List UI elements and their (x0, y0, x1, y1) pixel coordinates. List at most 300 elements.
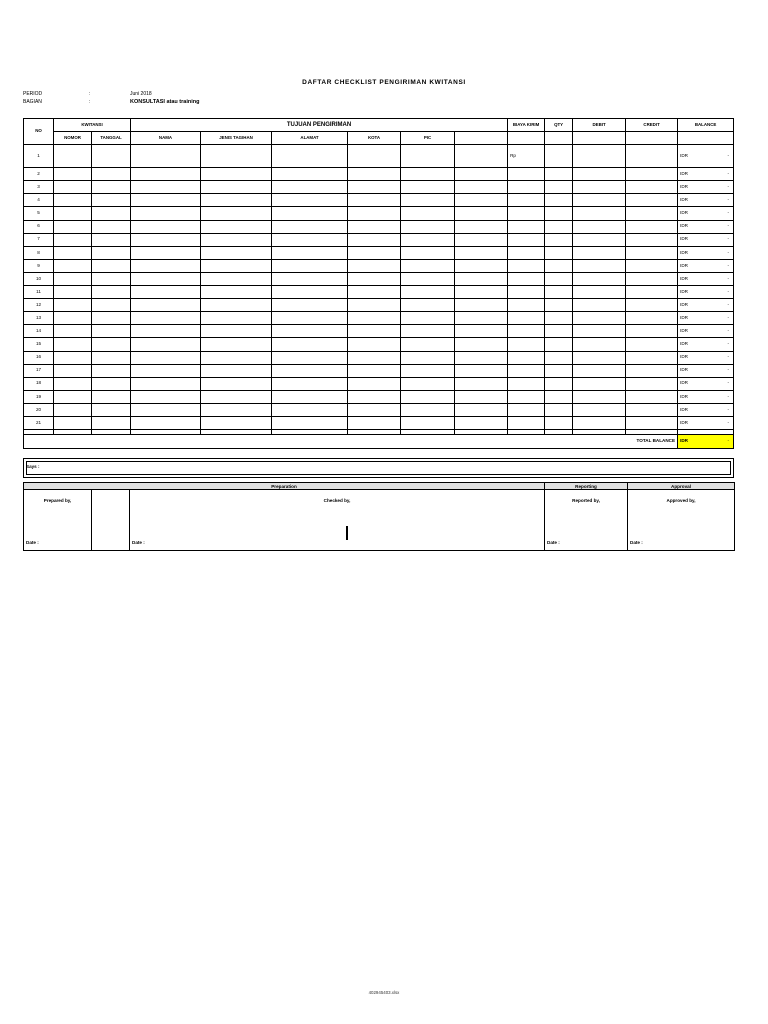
table-cell[interactable] (272, 403, 348, 416)
balance-cell[interactable] (678, 272, 734, 285)
biaya-kirim-cell[interactable] (508, 403, 545, 416)
table-cell[interactable] (626, 220, 678, 233)
table-cell[interactable] (455, 194, 508, 207)
table-cell[interactable] (131, 259, 201, 272)
table-cell[interactable] (401, 145, 455, 168)
row-no-cell[interactable]: 18 (24, 377, 54, 390)
row-no-cell[interactable]: 20 (24, 403, 54, 416)
biaya-kirim-cell[interactable] (508, 259, 545, 272)
table-cell[interactable] (401, 207, 455, 220)
table-cell[interactable] (272, 286, 348, 299)
table-cell[interactable] (131, 286, 201, 299)
table-cell[interactable] (272, 233, 348, 246)
balance-cell[interactable] (678, 390, 734, 403)
biaya-kirim-cell[interactable] (508, 351, 545, 364)
table-cell[interactable] (201, 181, 272, 194)
row-no-cell[interactable]: 19 (24, 390, 54, 403)
table-cell[interactable] (272, 351, 348, 364)
table-cell[interactable] (131, 145, 201, 168)
table-cell[interactable] (54, 338, 92, 351)
table-cell[interactable] (401, 233, 455, 246)
table-cell[interactable] (401, 246, 455, 259)
table-cell[interactable] (272, 312, 348, 325)
table-cell[interactable] (401, 416, 455, 429)
table-cell[interactable] (131, 194, 201, 207)
table-cell[interactable] (92, 233, 131, 246)
table-cell[interactable] (626, 325, 678, 338)
table-cell[interactable] (92, 207, 131, 220)
table-cell[interactable] (92, 272, 131, 285)
table-cell[interactable] (573, 233, 626, 246)
table-cell[interactable] (348, 246, 401, 259)
table-cell[interactable] (573, 246, 626, 259)
table-cell[interactable] (272, 377, 348, 390)
table-cell[interactable] (401, 220, 455, 233)
table-cell[interactable] (455, 233, 508, 246)
balance-cell[interactable] (678, 351, 734, 364)
table-cell[interactable] (92, 246, 131, 259)
table-cell[interactable] (455, 299, 508, 312)
table-cell[interactable] (573, 390, 626, 403)
table-cell[interactable] (92, 181, 131, 194)
table-cell[interactable] (455, 351, 508, 364)
table-cell[interactable] (92, 259, 131, 272)
table-cell[interactable] (201, 194, 272, 207)
table-cell[interactable] (545, 312, 573, 325)
table-cell[interactable] (92, 312, 131, 325)
table-cell[interactable] (348, 364, 401, 377)
table-cell[interactable] (348, 233, 401, 246)
table-cell[interactable] (573, 416, 626, 429)
row-no-cell[interactable]: 2 (24, 168, 54, 181)
table-cell[interactable] (131, 246, 201, 259)
table-cell[interactable] (272, 364, 348, 377)
table-cell[interactable] (626, 272, 678, 285)
balance-cell[interactable] (678, 312, 734, 325)
prepared-extra-cell[interactable] (92, 490, 130, 551)
table-cell[interactable] (348, 145, 401, 168)
table-cell[interactable] (92, 403, 131, 416)
table-cell[interactable] (54, 325, 92, 338)
table-cell[interactable] (54, 403, 92, 416)
biaya-kirim-cell[interactable] (508, 246, 545, 259)
table-cell[interactable] (131, 416, 201, 429)
table-cell[interactable] (545, 299, 573, 312)
table-cell[interactable] (92, 390, 131, 403)
table-cell[interactable] (545, 351, 573, 364)
table-cell[interactable] (545, 145, 573, 168)
row-no-cell[interactable]: 15 (24, 338, 54, 351)
table-cell[interactable] (455, 181, 508, 194)
table-cell[interactable] (401, 299, 455, 312)
table-cell[interactable] (92, 145, 131, 168)
table-cell[interactable] (401, 338, 455, 351)
table-cell[interactable] (54, 377, 92, 390)
table-cell[interactable] (401, 312, 455, 325)
table-cell[interactable] (272, 220, 348, 233)
table-cell[interactable] (272, 181, 348, 194)
table-cell[interactable] (272, 338, 348, 351)
biaya-kirim-cell[interactable] (508, 299, 545, 312)
table-cell[interactable] (92, 325, 131, 338)
table-cell[interactable] (131, 364, 201, 377)
table-cell[interactable] (401, 286, 455, 299)
table-cell[interactable] (401, 390, 455, 403)
table-cell[interactable] (54, 272, 92, 285)
table-cell[interactable] (573, 312, 626, 325)
table-cell[interactable] (201, 416, 272, 429)
table-cell[interactable] (545, 168, 573, 181)
table-cell[interactable] (626, 351, 678, 364)
row-no-cell[interactable]: 8 (24, 246, 54, 259)
table-cell[interactable] (201, 312, 272, 325)
table-cell[interactable] (455, 377, 508, 390)
table-cell[interactable] (545, 259, 573, 272)
table-cell[interactable] (131, 207, 201, 220)
table-cell[interactable] (455, 416, 508, 429)
table-cell[interactable] (626, 286, 678, 299)
table-cell[interactable] (54, 168, 92, 181)
total-balance-cell[interactable] (678, 435, 734, 449)
biaya-kirim-cell[interactable] (508, 416, 545, 429)
table-cell[interactable] (573, 351, 626, 364)
table-cell[interactable] (201, 233, 272, 246)
biaya-kirim-cell[interactable] (508, 168, 545, 181)
table-cell[interactable] (201, 364, 272, 377)
balance-cell[interactable] (678, 168, 734, 181)
table-cell[interactable] (626, 194, 678, 207)
row-no-cell[interactable]: 16 (24, 351, 54, 364)
balance-cell[interactable] (678, 416, 734, 429)
table-cell[interactable] (455, 272, 508, 285)
balance-cell[interactable] (678, 299, 734, 312)
table-cell[interactable] (54, 390, 92, 403)
table-cell[interactable] (348, 272, 401, 285)
row-no-cell[interactable]: 4 (24, 194, 54, 207)
table-cell[interactable] (455, 246, 508, 259)
table-cell[interactable] (545, 403, 573, 416)
table-cell[interactable] (348, 338, 401, 351)
balance-cell[interactable] (678, 220, 734, 233)
table-cell[interactable] (201, 145, 272, 168)
balance-cell[interactable] (678, 207, 734, 220)
balance-cell[interactable] (678, 325, 734, 338)
table-cell[interactable] (131, 390, 201, 403)
table-cell[interactable] (272, 207, 348, 220)
period-value[interactable]: Juni 2018 (130, 91, 152, 97)
balance-cell[interactable] (678, 233, 734, 246)
table-cell[interactable] (201, 286, 272, 299)
row-no-cell[interactable]: 3 (24, 181, 54, 194)
table-cell[interactable] (545, 390, 573, 403)
table-cell[interactable] (272, 259, 348, 272)
table-cell[interactable] (573, 338, 626, 351)
table-cell[interactable] (626, 207, 678, 220)
table-cell[interactable] (455, 207, 508, 220)
table-cell[interactable] (54, 207, 92, 220)
table-cell[interactable] (545, 272, 573, 285)
table-cell[interactable] (573, 272, 626, 285)
table-cell[interactable] (201, 390, 272, 403)
table-cell[interactable] (201, 168, 272, 181)
table-cell[interactable] (545, 246, 573, 259)
table-cell[interactable] (401, 181, 455, 194)
table-cell[interactable] (201, 351, 272, 364)
table-cell[interactable] (201, 207, 272, 220)
table-cell[interactable] (92, 286, 131, 299)
table-cell[interactable] (455, 168, 508, 181)
biaya-kirim-cell[interactable] (508, 325, 545, 338)
table-cell[interactable] (455, 286, 508, 299)
table-cell[interactable] (348, 416, 401, 429)
table-cell[interactable] (54, 259, 92, 272)
table-cell[interactable] (92, 299, 131, 312)
table-cell[interactable] (92, 220, 131, 233)
biaya-kirim-cell[interactable] (508, 194, 545, 207)
biaya-kirim-cell[interactable] (508, 272, 545, 285)
table-cell[interactable] (573, 181, 626, 194)
row-no-cell[interactable]: 6 (24, 220, 54, 233)
table-cell[interactable] (201, 338, 272, 351)
balance-cell[interactable] (678, 145, 734, 168)
checked-by-cell[interactable] (130, 490, 545, 551)
table-cell[interactable] (401, 403, 455, 416)
table-cell[interactable] (455, 325, 508, 338)
table-cell[interactable] (272, 168, 348, 181)
table-cell[interactable] (455, 364, 508, 377)
table-cell[interactable] (272, 194, 348, 207)
row-no-cell[interactable]: 11 (24, 286, 54, 299)
biaya-kirim-cell[interactable] (508, 207, 545, 220)
table-cell[interactable] (131, 338, 201, 351)
table-cell[interactable] (545, 194, 573, 207)
table-cell[interactable] (272, 325, 348, 338)
table-cell[interactable] (272, 299, 348, 312)
table-cell[interactable] (201, 325, 272, 338)
table-cell[interactable] (545, 416, 573, 429)
table-cell[interactable] (131, 168, 201, 181)
table-cell[interactable] (401, 259, 455, 272)
table-cell[interactable] (545, 233, 573, 246)
table-cell[interactable] (92, 364, 131, 377)
table-cell[interactable] (54, 145, 92, 168)
table-cell[interactable] (131, 220, 201, 233)
table-cell[interactable] (348, 312, 401, 325)
biaya-kirim-cell[interactable] (508, 390, 545, 403)
table-cell[interactable] (54, 351, 92, 364)
biaya-kirim-cell[interactable] (508, 181, 545, 194)
table-cell[interactable] (272, 390, 348, 403)
table-cell[interactable] (201, 377, 272, 390)
table-cell[interactable] (626, 233, 678, 246)
balance-cell[interactable] (678, 181, 734, 194)
table-cell[interactable] (201, 259, 272, 272)
table-cell[interactable] (573, 168, 626, 181)
row-no-cell[interactable]: 13 (24, 312, 54, 325)
table-cell[interactable] (131, 312, 201, 325)
balance-cell[interactable] (678, 364, 734, 377)
table-cell[interactable] (348, 207, 401, 220)
table-cell[interactable] (272, 416, 348, 429)
table-cell[interactable] (626, 246, 678, 259)
reported-by-cell[interactable] (545, 490, 628, 551)
balance-cell[interactable] (678, 403, 734, 416)
table-cell[interactable] (54, 233, 92, 246)
table-cell[interactable] (272, 246, 348, 259)
table-cell[interactable] (455, 312, 508, 325)
table-cell[interactable] (131, 403, 201, 416)
bagian-value[interactable]: KONSULTASI atau training (130, 99, 200, 105)
table-cell[interactable] (201, 220, 272, 233)
table-cell[interactable] (131, 351, 201, 364)
table-cell[interactable] (54, 181, 92, 194)
table-cell[interactable] (401, 168, 455, 181)
table-cell[interactable] (92, 338, 131, 351)
table-cell[interactable] (573, 259, 626, 272)
table-cell[interactable] (348, 403, 401, 416)
prepared-by-cell[interactable] (24, 490, 92, 551)
table-cell[interactable] (54, 299, 92, 312)
says-box[interactable] (23, 458, 734, 478)
table-cell[interactable] (573, 220, 626, 233)
table-cell[interactable] (545, 286, 573, 299)
table-cell[interactable] (131, 272, 201, 285)
table-cell[interactable] (626, 364, 678, 377)
table-cell[interactable] (573, 299, 626, 312)
row-no-cell[interactable]: 1 (24, 145, 54, 168)
table-cell[interactable] (626, 338, 678, 351)
biaya-kirim-cell[interactable] (508, 377, 545, 390)
table-cell[interactable] (455, 145, 508, 168)
table-cell[interactable] (573, 377, 626, 390)
table-cell[interactable] (545, 338, 573, 351)
table-cell[interactable] (626, 403, 678, 416)
table-cell[interactable] (573, 194, 626, 207)
table-cell[interactable] (131, 377, 201, 390)
table-cell[interactable] (626, 299, 678, 312)
balance-cell[interactable] (678, 286, 734, 299)
table-cell[interactable] (131, 181, 201, 194)
table-cell[interactable] (272, 272, 348, 285)
table-cell[interactable] (348, 194, 401, 207)
table-cell[interactable] (131, 325, 201, 338)
balance-cell[interactable] (678, 377, 734, 390)
table-cell[interactable] (545, 220, 573, 233)
row-no-cell[interactable]: 5 (24, 207, 54, 220)
biaya-kirim-cell[interactable] (508, 286, 545, 299)
table-cell[interactable] (573, 364, 626, 377)
table-cell[interactable] (348, 181, 401, 194)
table-cell[interactable] (545, 207, 573, 220)
table-cell[interactable] (201, 246, 272, 259)
balance-cell[interactable] (678, 246, 734, 259)
table-cell[interactable] (348, 325, 401, 338)
balance-cell[interactable] (678, 259, 734, 272)
table-cell[interactable] (573, 325, 626, 338)
row-no-cell[interactable]: 7 (24, 233, 54, 246)
table-cell[interactable] (201, 299, 272, 312)
table-cell[interactable] (626, 312, 678, 325)
row-no-cell[interactable]: 10 (24, 272, 54, 285)
table-cell[interactable] (54, 364, 92, 377)
row-no-cell[interactable]: 21 (24, 416, 54, 429)
table-cell[interactable] (54, 312, 92, 325)
biaya-kirim-cell[interactable]: Rp (508, 145, 545, 168)
table-cell[interactable] (131, 233, 201, 246)
table-cell[interactable] (545, 364, 573, 377)
table-cell[interactable] (92, 168, 131, 181)
table-cell[interactable] (348, 259, 401, 272)
table-cell[interactable] (626, 390, 678, 403)
table-cell[interactable] (545, 377, 573, 390)
table-cell[interactable] (626, 181, 678, 194)
biaya-kirim-cell[interactable] (508, 364, 545, 377)
table-cell[interactable] (626, 259, 678, 272)
biaya-kirim-cell[interactable] (508, 312, 545, 325)
table-cell[interactable] (455, 390, 508, 403)
table-cell[interactable] (401, 377, 455, 390)
table-cell[interactable] (401, 351, 455, 364)
table-cell[interactable] (348, 351, 401, 364)
table-cell[interactable] (272, 145, 348, 168)
row-no-cell[interactable]: 9 (24, 259, 54, 272)
table-cell[interactable] (455, 338, 508, 351)
table-cell[interactable] (545, 325, 573, 338)
table-cell[interactable] (54, 246, 92, 259)
biaya-kirim-cell[interactable] (508, 233, 545, 246)
table-cell[interactable] (455, 259, 508, 272)
row-no-cell[interactable]: 12 (24, 299, 54, 312)
table-cell[interactable] (573, 207, 626, 220)
table-cell[interactable] (201, 403, 272, 416)
row-no-cell[interactable]: 14 (24, 325, 54, 338)
balance-cell[interactable] (678, 194, 734, 207)
table-cell[interactable] (131, 299, 201, 312)
table-cell[interactable] (626, 168, 678, 181)
table-cell[interactable] (401, 364, 455, 377)
table-cell[interactable] (348, 286, 401, 299)
table-cell[interactable] (545, 181, 573, 194)
table-cell[interactable] (92, 416, 131, 429)
approved-by-cell[interactable] (628, 490, 735, 551)
table-cell[interactable] (92, 377, 131, 390)
table-cell[interactable] (455, 403, 508, 416)
table-cell[interactable] (573, 403, 626, 416)
balance-cell[interactable] (678, 338, 734, 351)
table-cell[interactable] (348, 220, 401, 233)
table-cell[interactable] (54, 220, 92, 233)
biaya-kirim-cell[interactable] (508, 220, 545, 233)
table-cell[interactable] (401, 194, 455, 207)
table-cell[interactable] (201, 272, 272, 285)
table-cell[interactable] (92, 351, 131, 364)
table-cell[interactable] (401, 272, 455, 285)
table-cell[interactable] (401, 325, 455, 338)
row-no-cell[interactable]: 17 (24, 364, 54, 377)
table-cell[interactable] (626, 145, 678, 168)
table-cell[interactable] (348, 377, 401, 390)
table-cell[interactable] (54, 416, 92, 429)
table-cell[interactable] (573, 286, 626, 299)
table-cell[interactable] (626, 377, 678, 390)
table-cell[interactable] (54, 194, 92, 207)
biaya-kirim-cell[interactable] (508, 338, 545, 351)
table-cell[interactable] (348, 299, 401, 312)
table-cell[interactable] (626, 416, 678, 429)
table-cell[interactable] (348, 168, 401, 181)
table-cell[interactable] (54, 286, 92, 299)
table-cell[interactable] (455, 220, 508, 233)
